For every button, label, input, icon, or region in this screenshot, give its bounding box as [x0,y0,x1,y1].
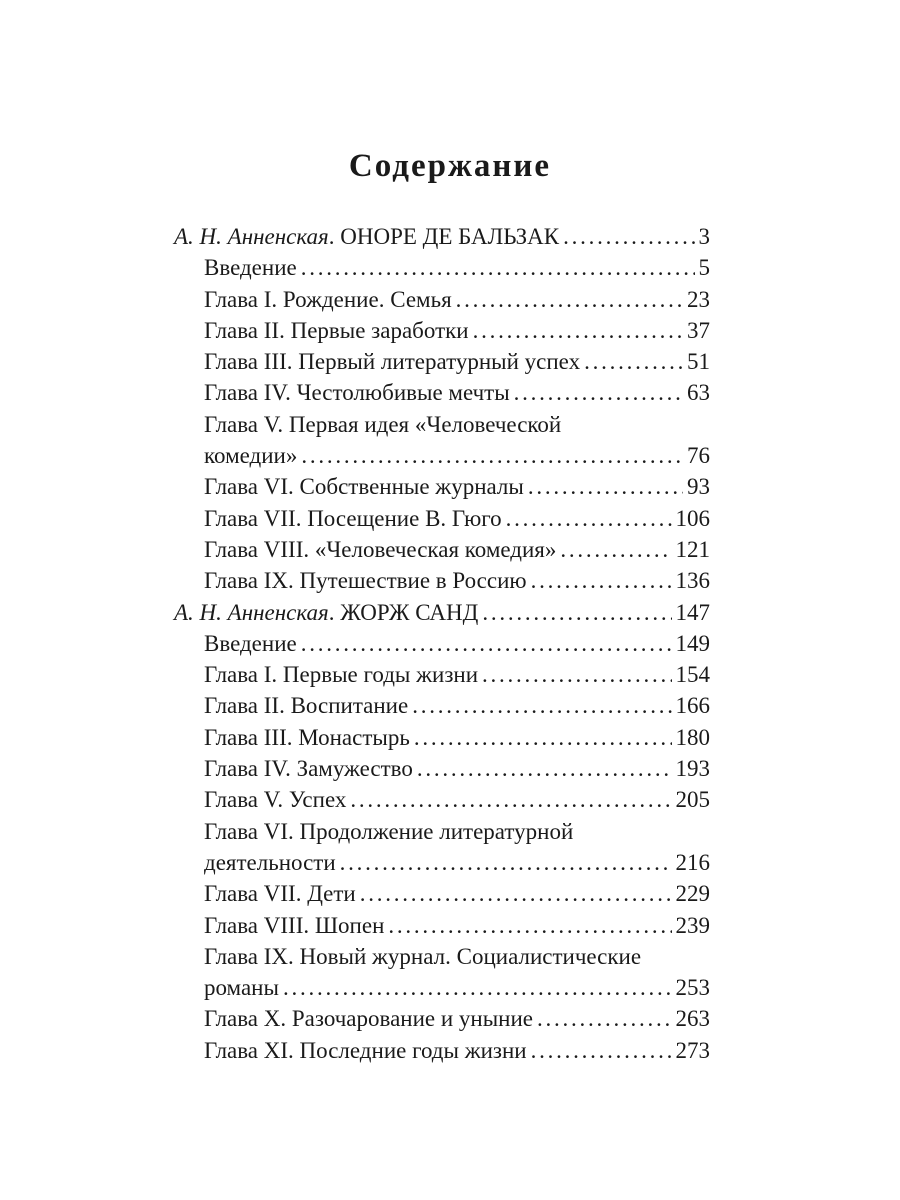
toc-entry-label: Глава VIII. «Человеческая комедия» [204,536,557,562]
toc-entry-label: Глава I. Первые годы жизни [204,662,479,688]
toc-part-label [174,597,478,628]
toc-entry-label: Глава IV. Честолюбивые мечты [204,380,510,406]
toc-page-number: 63 [687,380,710,406]
leader-dots [506,503,672,534]
toc-entry-label: Введение [204,630,297,656]
toc-entry[interactable] [174,628,710,659]
leader-dots [360,878,672,909]
toc-entry[interactable] [174,534,710,565]
toc-entry-label: Глава I. Рождение. Семья [204,286,452,312]
leader-dots [414,722,672,753]
toc-page-number: 253 [675,975,710,1001]
toc-entry-label: комедии» [204,443,298,469]
toc-page-number: 180 [675,724,710,750]
toc-entry-label: Глава IX. Путешествие в Россию [204,568,527,594]
toc-entry-wrapped-first-line[interactable]: Глава IX. Новый журнал. Социалистические [204,943,642,969]
toc-entry[interactable] [174,315,710,346]
toc-entry-label: Глава III. Монастырь [204,724,410,750]
toc-part-title: . ЖОРЖ САНД [328,599,479,625]
toc-page-number: 136 [675,568,710,594]
toc-page-number: 154 [675,662,710,688]
page-title: Содержание [348,148,552,184]
toc-part-label [174,221,559,252]
toc-entry[interactable] [174,1003,710,1034]
toc-entry[interactable] [174,284,710,315]
toc-entry[interactable] [174,659,710,690]
leader-dots [301,628,672,659]
toc-page-number: 229 [675,881,710,907]
leader-dots [283,972,672,1003]
leader-dots [531,1035,672,1066]
leader-dots [301,252,695,283]
toc-page-number: 51 [687,349,710,375]
toc-entry-label: Глава VII. Посещение В. Гюго [204,505,502,531]
leader-dots [482,659,671,690]
toc-entry[interactable] [174,690,710,721]
toc-entry-label: Глава II. Воспитание [204,693,409,719]
leader-dots [456,284,683,315]
leader-dots [528,471,683,502]
leader-dots [584,346,683,377]
leader-dots [473,315,683,346]
toc-page-number: 3 [698,224,710,249]
leader-dots [531,565,672,596]
toc-entry-label: Глава II. Первые заработки [204,317,469,343]
toc-part-entry[interactable] [174,221,710,252]
leader-dots [514,377,683,408]
toc-page-number: 37 [687,317,710,343]
toc-author: А. Н. Анненская [174,224,329,249]
toc-entry-label: Введение [204,255,297,281]
toc-part-title: . ОНОРЕ ДЕ БАЛЬЗАК [328,224,560,249]
leader-dots [301,440,683,471]
toc-entry-label: Глава VII. Дети [204,881,356,907]
toc-entry[interactable] [174,252,710,283]
toc-entry-label: деятельности [204,849,336,875]
toc-entry[interactable] [174,722,710,753]
toc-page-number: 205 [675,787,710,813]
toc-entry[interactable] [174,565,710,596]
toc-entry[interactable] [174,346,710,377]
toc-page-number: 216 [675,849,710,875]
leader-dots [350,784,671,815]
toc-entry-label: Глава VI. Собственные журналы [204,474,524,500]
toc-entry[interactable] [174,1035,710,1066]
leader-dots [563,221,694,252]
leader-dots [412,690,671,721]
toc-entry[interactable] [174,847,710,878]
toc-entry[interactable] [174,972,710,1003]
leader-dots [417,753,672,784]
leader-dots [340,847,672,878]
toc-entry[interactable] [174,878,710,909]
toc-entry-label: романы [204,975,279,1001]
toc-entry-wrapped-first-line[interactable]: Глава V. Первая идея «Человеческой [204,411,562,437]
toc-page-number: 263 [675,1006,710,1032]
toc-page-number: 166 [675,693,710,719]
toc-entry[interactable] [174,784,710,815]
toc-page-number: 147 [675,599,710,625]
toc-page-number: 239 [675,912,710,938]
toc-entry[interactable] [174,471,710,502]
toc-entry[interactable] [174,440,710,471]
toc-entry-label: Глава VIII. Шопен [204,912,385,938]
table-of-contents [174,221,710,1066]
toc-author: А. Н. Анненская [174,599,329,625]
toc-page-number: 106 [675,505,710,531]
toc-page-number: 273 [675,1037,710,1063]
toc-entry-label: Глава IV. Замужество [204,756,413,782]
toc-entry-wrapped-first-line[interactable]: Глава VI. Продолжение литературной [204,818,574,844]
toc-entry[interactable] [174,910,710,941]
toc-page-number: 149 [675,630,710,656]
toc-part-entry[interactable] [174,597,710,628]
toc-page-number: 5 [698,255,710,281]
toc-entry-label: Глава XI. Последние годы жизни [204,1037,527,1063]
toc-entry[interactable] [174,753,710,784]
leader-dots [560,534,671,565]
toc-page-number: 121 [675,536,710,562]
toc-page-number: 93 [687,474,710,500]
toc-entry-label: Глава X. Разочарование и уныние [204,1006,533,1032]
toc-page-number: 76 [687,443,710,469]
leader-dots [482,597,671,628]
leader-dots [388,910,671,941]
toc-entry-label: Глава III. Первый литературный успех [204,349,581,375]
toc-entry[interactable] [174,377,710,408]
leader-dots [537,1003,672,1034]
toc-page-number: 23 [687,286,710,312]
toc-entry[interactable] [174,503,710,534]
toc-entry-label: Глава V. Успех [204,787,347,813]
toc-page-number: 193 [675,756,710,782]
